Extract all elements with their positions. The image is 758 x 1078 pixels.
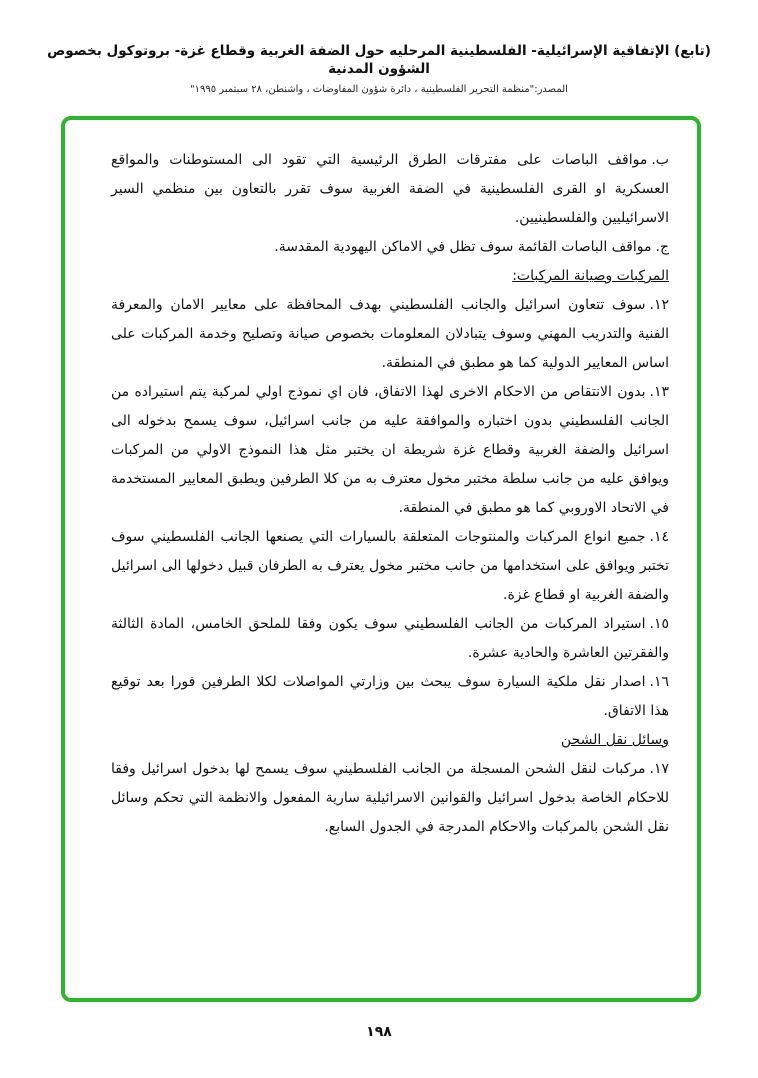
item-marker: ١٧. [649,761,669,777]
item-marker: ١٦. [649,674,669,690]
list-item-j [111,233,669,262]
source-line: المصدر:"منظمة التحرير الفلسطينية ، دائرة شؤون المفاوضات ، واشنطن، ٢٨ سبتمبر ١٩٩٥" [190,84,568,95]
item-text: بدون الانتقاص من الاحكام الاخرى لهذا الاتفاق، فان اي نموذج اولي لمركبة يتم استيراده من الجانب الفلسطيني بدون اختباره والموافقة عليه من جانب اسرائيل، سوف يسمح بدخوله الى اسرائيل والضفة الغربية وقطاع غزة شريطة ان يختبر مثل هذا النموذج الاولي من المركبات ويوافق عليه من جانب سلطة مختبر مخول معترف به من كلا الطرفين ويطبق المعايير المستخدمة في الاتحاد الاوروبي كما هو مطبق في المنطقة. [111,384,669,516]
item-marker: ١٥. [649,616,669,632]
item-text: مواقف الباصات على مفترقات الطرق الرئيسية التي تقود الى المستوطنات والمواقع العسكرية او القرى الفلسطينية في الضفة الغربية سوف تقرر بالتعاون بين منظمي السير الاسرائيليين والفلسطينيين. [111,152,669,226]
item-text: اصدار نقل ملكية السيارة سوف يبحث بين وزارتي المواصلات لكلا الطرفين فورا بعد توقيع هذا الاتفاق. [111,674,669,719]
item-text: مركبات لنقل الشحن المسجلة من الجانب الفلسطيني سوف يسمح لها بدخول اسرائيل وفقا للاحكام الخاصة بدخول اسرائيل والقوانين الاسرائيلية سارية المفعول والانظمة التي تحكم وسائل نقل الشحن بالمركبات والاحكام المدرجة في الجدول السابع. [111,761,669,835]
document-title: (تابع) الإتفاقية الإسرائيلية- الفلسطينية المرحليه حول الضفة الغربية وقطاع غزة- بروتوكول بخصوص الشؤون المدنية [47,43,711,77]
list-item-16 [111,668,669,726]
item-text: استيراد المركبات من الجانب الفلسطيني سوف يكون وفقا للملحق الخامس، المادة الثالثة والفقرتين العاشرة والحادية عشرة. [111,616,669,661]
list-item-12 [111,291,669,378]
content-border-box [61,116,701,1002]
list-item-b [111,146,669,233]
item-text: جميع انواع المركبات والمنتوجات المتعلقة بالسيارات التي يصنعها الجانب الفلسطيني سوف تختبر ويوافق على استخدامها من جانب مختبر مخول يعترف به الطرفان قبيل دخولها الى اسرائيل والضفة الغربية او قطاع غزة. [111,529,669,603]
document-body-text [111,146,669,842]
item-marker: ب. [651,152,669,168]
item-marker: ج. [655,239,669,255]
item-text: سوف تتعاون اسرائيل والجانب الفلسطيني بهدف المحافظة على معايير الامان والمعرفة الفنية والتدريب المهني وسوف يتبادلان المعلومات بخصوص صيانة وتصليح وخدمة المركبات على اساس المعايير الدولية كما هو مطبق في المنطقة. [111,297,669,371]
section-heading-freight: وسائل نقل الشحن [560,732,669,748]
item-marker: ١٣. [649,384,669,400]
list-item-13 [111,378,669,523]
page-number: ١٩٨ [366,1024,392,1040]
list-item-14 [111,523,669,610]
list-item-17 [111,755,669,842]
list-item-15 [111,610,669,668]
item-marker: ١٤. [649,529,669,545]
section-heading-vehicles: المركبات وصيانة المركبات: [512,268,669,284]
document-header [0,42,758,95]
item-text: مواقف الباصات القائمة سوف تظل في الاماكن اليهودية المقدسة. [274,239,652,255]
item-marker: ١٢. [649,297,669,313]
